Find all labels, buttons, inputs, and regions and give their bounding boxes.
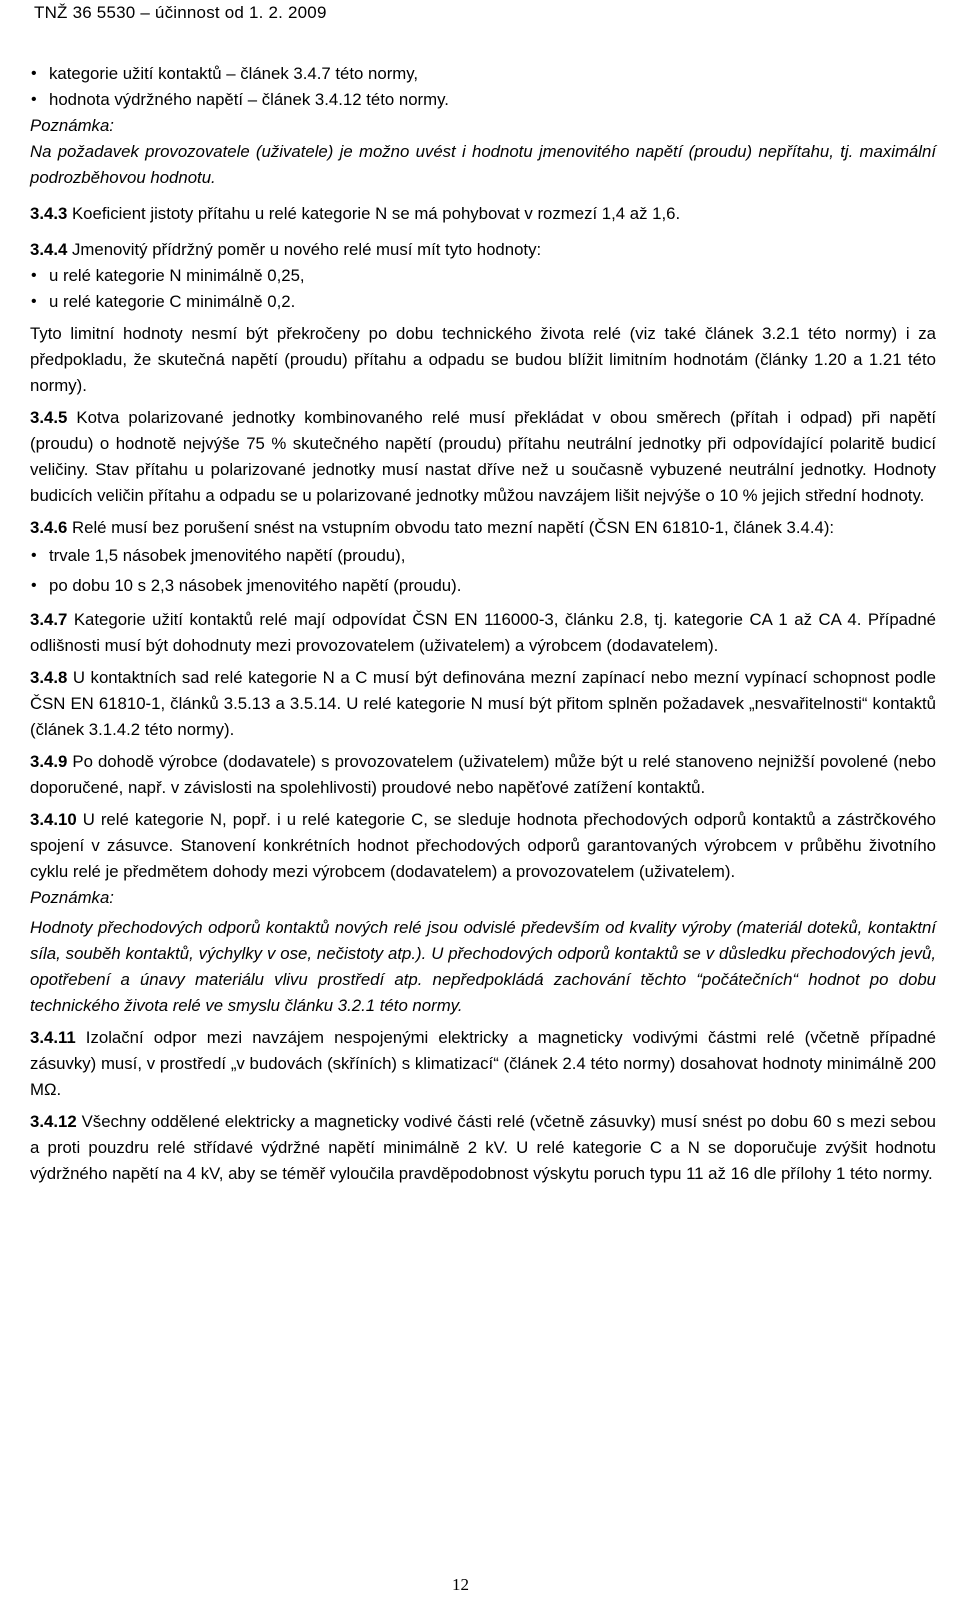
section-text: Všechny oddělené elektricky a magneticky vodivé části relé (včetně zásuvky) musí snést po dobu 60 s mezi sebou a proti pouzdru relé střídavé výdržné napětí minimálně 2 kV. U relé kategorie C a N se doporučuje zvýšit hodnotu výdržného napětí na 4 kV, aby se téměř vyloučila pravděpodobnost výskytu poruch typu 11 až 16 dle přílohy 1 této normy.: [30, 1112, 936, 1183]
document-body: [30, 61, 936, 1187]
section-3-4-12: [30, 1109, 936, 1187]
section-number: 3.4.12: [30, 1112, 77, 1131]
section-number: 3.4.11: [30, 1028, 76, 1047]
section-3-4-10: [30, 807, 936, 885]
list-item: • u relé kategorie C minimálně 0,2.: [30, 289, 936, 315]
section-number: 3.4.6: [30, 518, 68, 537]
section-text: Jmenovitý přídržný poměr u nového relé musí mít tyto hodnoty:: [67, 240, 542, 259]
section-text: Kategorie užití kontaktů relé mají odpovídat ČSN EN 116000-3, článku 2.8, tj. kategorie CA 1 až CA 4. Případné odlišnosti musí být dohodnuty mezi provozovatelem (uživatelem) a výrobcem (dodavatelem).: [30, 610, 936, 655]
section-number: 3.4.10: [30, 810, 77, 829]
section-number: 3.4.8: [30, 668, 68, 687]
section-3-4-5: [30, 405, 936, 509]
section-text: U kontaktních sad relé kategorie N a C musí být definována mezní zapínací nebo mezní vypínací schopnost podle ČSN EN 61810-1, článků 3.5.13 a 3.5.14. U relé kategorie N musí být přitom splněn požadavek „nesvařitelnosti“ kontaktů (článek 3.1.4.2 této normy).: [30, 668, 936, 739]
section-text: Relé musí bez porušení snést na vstupním obvodu tato mezní napětí (ČSN EN 61810-1, článek 3.4.4):: [67, 518, 835, 537]
section-3-4-6-bullets: [30, 541, 936, 601]
page-header: TNŽ 36 5530 – účinnost od 1. 2. 2009: [34, 3, 327, 22]
list-item: • hodnota výdržného napětí – článek 3.4.12 této normy.: [30, 87, 936, 113]
section-number: 3.4.3: [30, 204, 68, 223]
top-bullet-list: [30, 61, 936, 113]
section-number: 3.4.5: [30, 408, 68, 427]
list-item: • kategorie užití kontaktů – článek 3.4.7 této normy,: [30, 61, 936, 87]
section-3-4-7: [30, 607, 936, 659]
section-3-4-4: [30, 237, 936, 263]
section-3-4-6: [30, 515, 936, 541]
section-3-4-11: [30, 1025, 936, 1103]
note-text: Hodnoty přechodových odporů kontaktů nových relé jsou odvislé především od kvality výroby (materiál doteků, kontaktní síla, souběh kontaktů, výchylky v ose, nečistoty atp.). U přechodových odporů kontaktů se v důsledku přechodových jevů, opotřebení a únavy materiálu vlivu prostředí atp. nepředpokládá zachování těchto “počátečních“ hodnot po dobu technického života relé ve smyslu článku 3.2.1 této normy.: [30, 918, 936, 1015]
list-item: • trvale 1,5 násobek jmenovitého napětí (proudu),: [30, 541, 936, 571]
note-label: Poznámka:: [30, 888, 114, 907]
section-text: Izolační odpor mezi navzájem nespojenými elektricky a magneticky vodivými částmi relé (včetně případné zásuvky) musí, v prostředí „v budovách (skříních) s klimatizací“ (článek 2.4 této normy) dosahovat hodnoty minimálně 200 MΩ.: [30, 1028, 936, 1099]
section-text: Kotva polarizované jednotky kombinovaného relé musí překládat v obou směrech (přítah i odpad) při napětí (proudu) o hodnotě nejvýše 75 % skutečného napětí (proudu) přítahu neutrální jednotky při odpovídající polaritě budicí veličiny. Stav přítahu u polarizované jednotky musí nastat dříve než u současně vybuzené neutrální jednotky. Hodnoty budicích veličin přítahu a odpadu se u polarizované jednotky můžou navzájem lišit nejvýše o 10 % jejich střední hodnoty.: [30, 408, 936, 505]
section-number: 3.4.4: [30, 240, 68, 259]
section-3-4-8: [30, 665, 936, 743]
section-3-4-3: [30, 201, 936, 227]
section-3-4-4-bullets: [30, 263, 936, 315]
section-text: U relé kategorie N, popř. i u relé kategorie C, se sleduje hodnota přechodových odporů kontaktů a zástrčkového spojení v zásuvce. Stanovení konkrétních hodnot přechodových odporů garantovaných výrobcem v průběhu životního cyklu relé je předmětem dohody mezi výrobcem (dodavatelem) a provozovatelem (uživatelem).: [30, 810, 936, 881]
section-number: 3.4.7: [30, 610, 68, 629]
section-text: Po dohodě výrobce (dodavatele) s provozovatelem (uživatelem) může být u relé stanoveno nejnižší povolené (nebo doporučené, např. v závislosti na spolehlivosti) proudové nebo napěťové zatížení kontaktů.: [30, 752, 936, 797]
list-item: • po dobu 10 s 2,3 násobek jmenovitého napětí (proudu).: [30, 571, 936, 601]
note-label: Poznámka:: [30, 116, 114, 135]
section-number: 3.4.9: [30, 752, 68, 771]
note-text: Na požadavek provozovatele (uživatele) je možno uvést i hodnotu jmenovitého napětí (proudu) nepřítahu, tj. maximální podrozběhovou hodnotu.: [30, 142, 936, 187]
list-item: • u relé kategorie N minimálně 0,25,: [30, 263, 936, 289]
section-text: Koeficient jistoty přítahu u relé kategorie N se má pohybovat v rozmezí 1,4 až 1,6.: [67, 204, 681, 223]
paragraph: Tyto limitní hodnoty nesmí být překročeny po dobu technického života relé (viz také článek 3.2.1 této normy) i za předpokladu, že skutečná napětí (proudu) přítahu a odpadu se budou blížit limitním hodnotám (články 1.20 a 1.21 této normy).: [30, 324, 936, 395]
section-3-4-9: [30, 749, 936, 801]
page-number: 12: [452, 1575, 469, 1594]
